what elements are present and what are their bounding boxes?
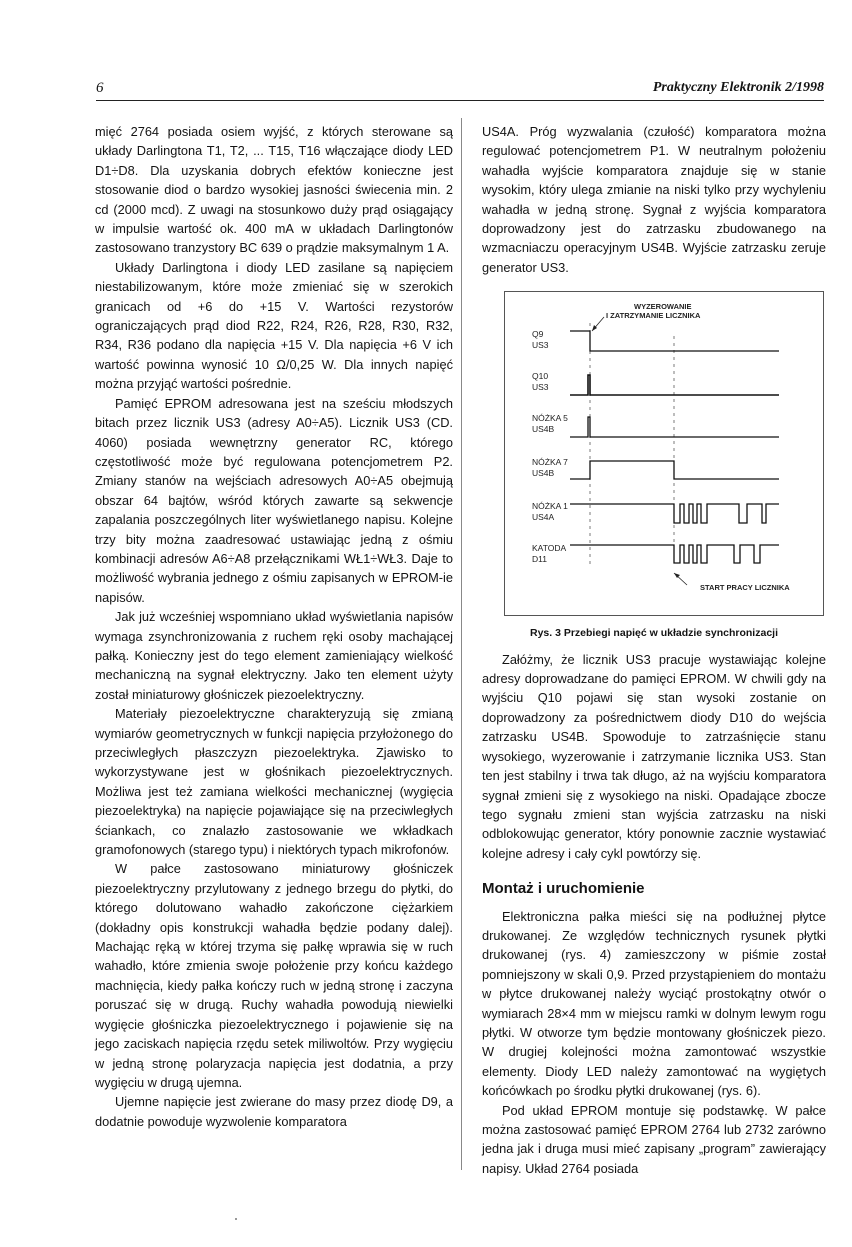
left-column <box>95 122 453 1131</box>
waveform-pin7 <box>570 461 779 479</box>
paragraph: W pałce zastosowano miniaturowy głośniczek piezoelektryczny przylutowany z jednego brzegu do płytki, do którego dolutowano wahadło zakończone ciężarkiem (dokładny opis konstrukcji wahadła będzie podany dalej). Machając ręką w której trzyma się pałkę wprawia się w ruch wahadło, które zmienia swoje położenie przy końcu każdego machnięcia, kiedy pałka kończy ruch w jedną stronę i zaczyna poruszać się w drugą. Ruchy wahadła powodują niewielki wygięcie głośniczka piezoelektrycznego i pojawienie się na jego zaciskach napięcia rzędu setek miliwoltów. Przy wygięciu w jedną stronę polaryzacja napięcia jest dodatnia, a przy wygięciu w drugą ujemna. <box>95 861 453 1090</box>
paragraph: Pamięć EPROM adresowana jest na sześciu młodszych bitach przez licznik US3 (adresy A0÷A5). Licznik US3 (CD. 4060) posiada wewnętrzny generator RC, którego częstotliwość może być regulowana potencjometrem P2. Zmiany stanów na wejściach adresowych A0÷A5 obejmują obszar 64 bajtów, wśród których zawarte są sekwencje zapalania poszczególnych liter wyświetlanego napisu. Kolejne trzy bity można zaadresować ustawiając jedną z ośmiu kombinacji adresów A6÷A8 przełącznikami WŁ1÷WŁ3. Daje to możliwość wybrania jednego z ośmiu zapisanych w EPROM-ie napisów. <box>95 395 453 605</box>
waveform-pin5 <box>570 417 779 437</box>
signal-label-pin7: NÓŻKA 7 <box>532 457 568 468</box>
waveform-q10 <box>570 375 779 395</box>
signal-label-pin5-chip: US4B <box>532 424 555 435</box>
timing-diagram-figure <box>482 291 826 616</box>
signal-label-cathode: KATODA <box>532 543 567 554</box>
paragraph: mięć 2764 posiada osiem wyjść, z których sterowane są układy Darlingtona T1, T2, ... T15, T16 włączające diody LED D1÷D8. Dla uzyskania dobrych efektów konieczne jest stosowanie diod o bardzo wysokiej jasności świecenia min. 2 cd (2000 mcd). Z uwagi na stosunkowo duży prąd osiągający w impulsie wartość ok. 400 mA w układach Darlingtonów zastosowano tranzystory BC 639 o prądzie maksymalnym 1 A. <box>95 124 453 256</box>
signal-label-q9-chip: US3 <box>532 340 549 351</box>
paragraph: Materiały piezoelektryczne charakteryzują się zmianą wymiarów geometrycznych w funkcji napięcia przyłożonego do przeciwległych płaszczyzn piezoelektryka. Zjawisko to wykorzystywane jest w głośnikach piezoelektrycznych. Możliwa jest też zamiana wielkości mechanicznej (wygięcia piezoelektryka) na napięcie pojawiające się na przeciwległych ściankach, co znalazło zastosowanie we wkładkach gramofonowych (starego typu) i niektórych typach mikrofonów. <box>95 706 453 858</box>
signal-label-q10: Q10 <box>532 371 549 382</box>
annotation-reset-line1: WYZEROWANIE <box>634 302 692 312</box>
scan-artifact <box>235 1218 237 1220</box>
paragraph: US4A. Próg wyzwalania (czułość) komparatora można regulować potencjometrem P1. W neutralnym położeniu wahadła wyjście komparatora znajduje się w stanie wysokim, który ulega zmianie na niski tylko przy wychyleniu wahadła w jedną stronę. Sygnał z wyjścia komparatora doprowadzony jest do zatrzasku zbudowanego na wzmacniaczu operacyjnym US4B. Wyjście zatrzasku zeruje generator US3. <box>482 124 826 275</box>
right-column <box>482 122 826 1178</box>
paragraph: Załóżmy, że licznik US3 pracuje wystawiając kolejne adresy doprowadzane do pamięci EPROM. W chwili gdy na wyjściu Q10 pojawi się stan wysoki zostanie on doprowadzony za pośrednictwem diody D10 do wejścia zatrzasku US4B. Spowoduje to zatrzaśnięcie stanu wysokiego, wyzerowanie i zatrzymanie licznika US3. Stan ten jest stabilny i trwa tak długo, aż na wyjściu komparatora sygnał zmieni się z wysokiego na niski. Opadające zbocze tego sygnału zmieni stan wyjścia zatrzasku na niski odblokowując generator, który ponownie zacznie wystawiać kolejne adresy i cały cykl powtórzy się. <box>482 651 826 861</box>
signal-label-q10-chip: US3 <box>532 382 549 393</box>
waveform-pin1 <box>570 504 779 523</box>
paragraph: Ujemne napięcie jest zwierane do masy przez diodę D9, a dodatnie powoduje wyzwolenie komparatora <box>95 1094 453 1129</box>
annotation-start: START PRACY LICZNIKA <box>700 583 790 593</box>
annotation-reset-line2: I ZATRZYMANIE LICZNIKA <box>606 311 701 321</box>
page-header <box>96 80 824 102</box>
page-number: 6 <box>96 80 104 96</box>
timing-diagram <box>504 291 824 616</box>
paragraph: Pod układ EPROM montuje się podstawkę. W pałce można zastosować pamięć EPROM 2764 lub 2732 zarówno jedna jak i druga musi mieć zapisany „program” zawierający napisy. Układ 2764 posiada <box>482 1102 826 1176</box>
header-rule <box>96 100 824 101</box>
waveform-cathode <box>570 545 779 563</box>
waveform-q9 <box>570 331 779 351</box>
signal-label-cathode-chip: D11 <box>532 554 547 565</box>
signal-label-q9: Q9 <box>532 329 544 340</box>
signal-label-pin1: NÓŻKA 1 <box>532 501 568 512</box>
figure-caption: Rys. 3 Przebiegi napięć w układzie synchronizacji <box>529 627 778 640</box>
signal-label-pin5: NÓŻKA 5 <box>532 413 568 424</box>
column-divider <box>461 118 462 1170</box>
signal-label-pin1-chip: US4A <box>532 512 555 523</box>
journal-title: Praktyczny Elektronik 2/1998 <box>652 80 824 95</box>
paragraph: Jak już wcześniej wspomniano układ wyświetlania napisów wymaga zsynchronizowania z ruchem ręki osoby machającej pałką. Konieczny jest do tego element zamieniający wielkość mechaniczną na sygnał elektryczny. Jako ten element użyty został miniaturowy głośniczek piezoelektryczny. <box>95 609 453 702</box>
paragraph: Układy Darlingtona i diody LED zasilane są napięciem niestabilizowanym, które może zmieniać się w szerokich granicach od +6 do +15 V. Wartości rezystorów ograniczających prąd diod R22, R24, R26, R28, R30, R32, R34, R36 podano dla napięcia +15 V. Dla napięcia +6 V ich wartość powinna wynosić 10 Ω/0,25 W. Dla innych napięć można przyjąć wartości pośrednie. <box>95 259 453 392</box>
section-heading: Montaż i uruchomienie <box>482 880 645 898</box>
paragraph: Elektroniczna pałka mieści się na podłużnej płytce drukowanej. Ze względów technicznych rysunek płytki drukowanej (rys. 4) zamieszczony w piśmie został pomniejszony w skali 0,9. Przed przystąpieniem do montażu w płytce drukowanej należy wyciąć prostokątny otwór o wymiarach 28×4 mm w miejscu ramki w dolnym lewym rogu płytki. W otworze tym będzie montowany głośniczek piezo. W drugiej kolejności można zamontować wszystkie elementy. Diody LED należy zamontować na wygiętych końcówkach po środku płytki drukowanej (rys. 6). <box>482 908 826 1099</box>
signal-label-pin7-chip: US4B <box>532 468 555 479</box>
